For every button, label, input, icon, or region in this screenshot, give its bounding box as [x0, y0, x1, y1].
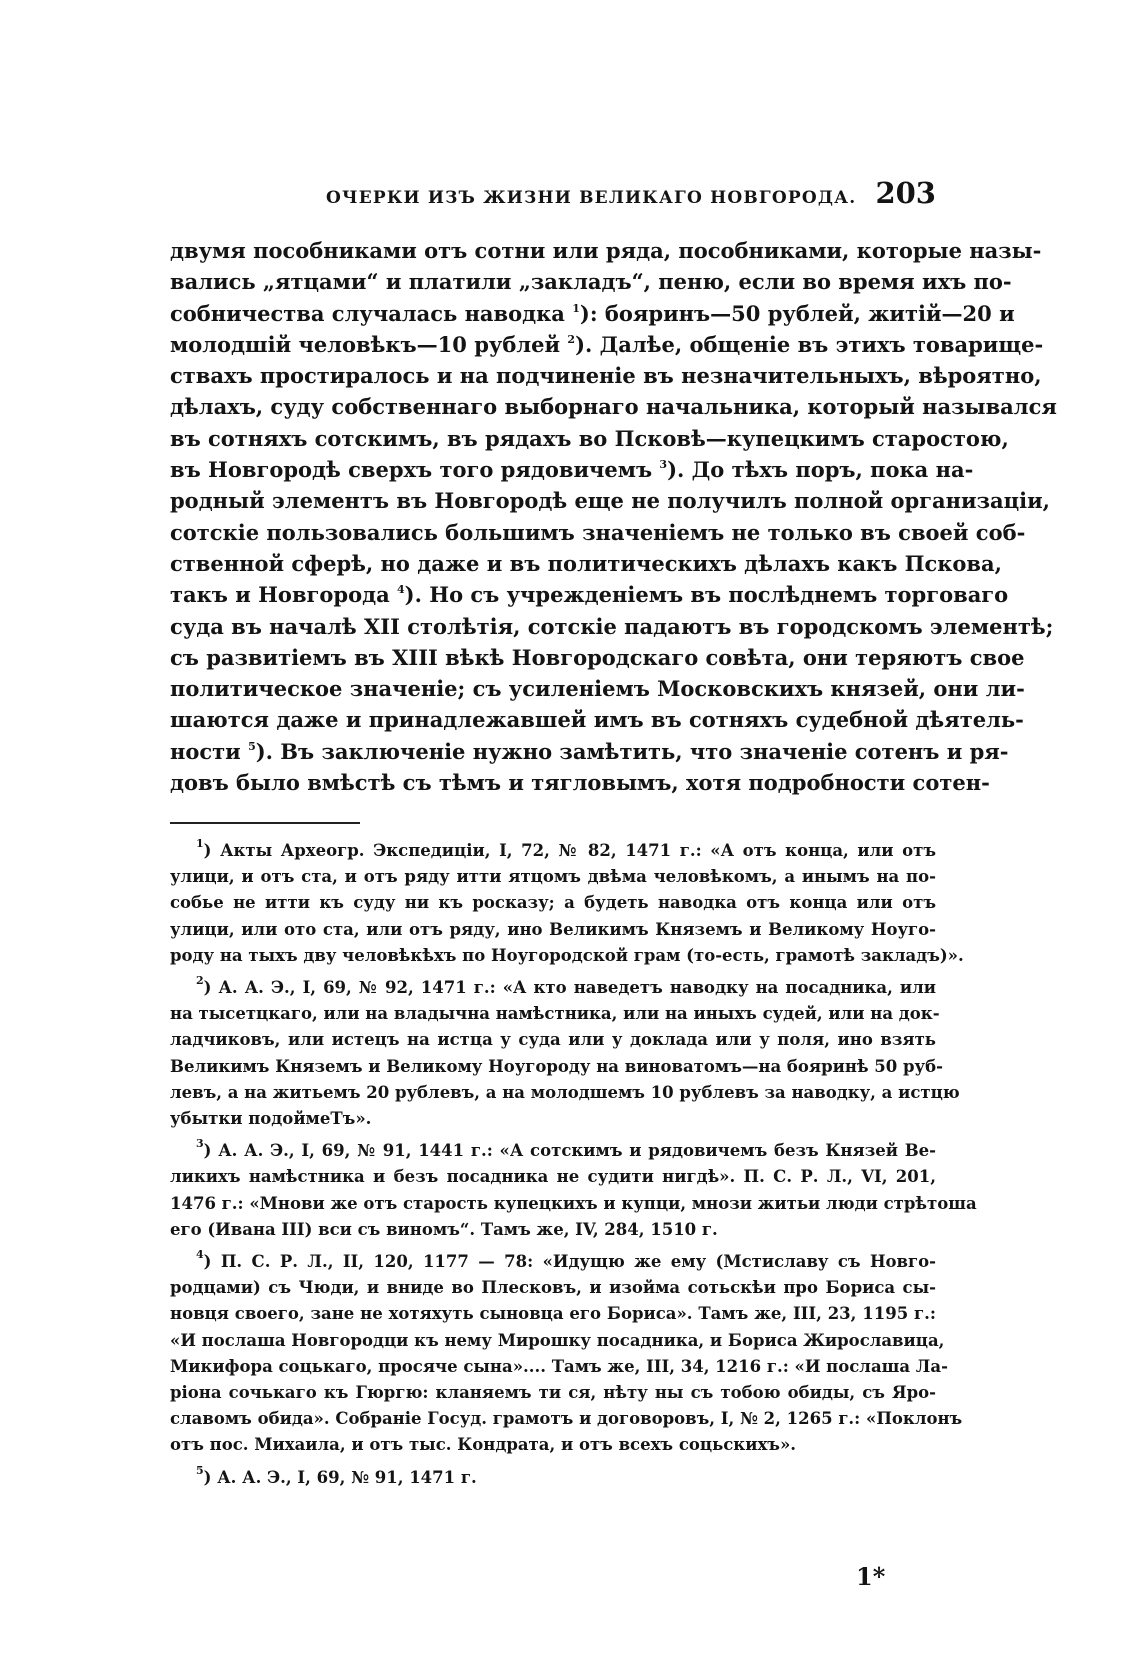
text-line: двумя пособниками отъ сотни или ряда, пособниками, которые назы-: [170, 238, 1042, 263]
footnote-mark: 3: [196, 1137, 204, 1151]
footnote-line: левъ, а на житьемъ 20 рублевъ, а на молодшемъ 10 рублевъ за наводку, а истцю: [170, 1082, 960, 1102]
footnote-line: $^4$) П. С. Р. Л., II, 120, 1177 — 78: «Идущю же ему (Мстиславу съ Новго-: [196, 1248, 936, 1272]
text-line: молодшій человѣкъ—10 рублей $^2$). Далѣе, общеніе въ этихъ товарище-: [170, 331, 1044, 357]
text-line: въ сотняхъ сотскимъ, въ рядахъ во Псковѣ—купецкимъ старостою,: [170, 425, 1009, 451]
footnote-ref[interactable]: 2: [567, 332, 576, 346]
footnote-line: роду на тыхъ дву человѣкѣхъ по Ноугородской грам (то-есть, грамотѣ закладъ)».: [170, 945, 964, 965]
text-line: шаются даже и принадлежавшей имъ въ сотняхъ судебной дѣятель-: [170, 707, 1024, 733]
text-line: довъ было вмѣстѣ съ тѣмъ и тягловымъ, хотя подробности сотен-: [170, 770, 990, 796]
footnote-line: $^5$) А. А. Э., I, 69, № 91, 1471 г.: [196, 1463, 477, 1487]
footnote-line: «И послаша Новгородци къ нему Мирошку посадника, и Бориса Жирославица,: [170, 1330, 945, 1350]
footnote-line: на тысетцкаго, или на владычна намѣстника, или на иныхъ судей, или на док-: [170, 1004, 940, 1024]
text-line: ствахъ простиралось и на подчиненіе въ незначительныхъ, вѣроятно,: [170, 363, 1042, 389]
footnote-line: ликихъ намѣстника и безъ посадника не судити нигдѣ». П. С. Р. Л., VI, 201,: [170, 1167, 936, 1187]
footnote-ref[interactable]: 4: [397, 583, 405, 597]
footnote-line: убытки подоймеТъ».: [170, 1109, 372, 1129]
footnote-2: [170, 974, 960, 1132]
text-line: дѣлахъ, суду собственнаго выборнаго начальника, который назывался: [170, 394, 1057, 420]
footnote-line: $^2$) А. А. Э., I, 69, № 92, 1471 г.: «А кто наведетъ наводку на посадника, или: [196, 974, 936, 998]
footnote-5: [170, 1465, 936, 1491]
footnote-mark: 2: [196, 974, 204, 988]
page-number: 203: [875, 176, 936, 210]
text-line: такъ и Новгорода $^4$). Но съ учрежденіемъ въ послѣднемъ торговаго: [170, 582, 1009, 608]
footnote-line: Великимъ Княземъ и Великому Ноугороду на виноватомъ—на бояринѣ 50 руб-: [170, 1056, 943, 1076]
footnote-line: 1476 г.: «Мнови же отъ старость купецкихъ и купци, мнози житьи люди стрѣтоша: [170, 1193, 977, 1213]
text-line: вались „ятцами“ и платили „закладъ“, пеню, если во время ихъ по-: [170, 269, 1012, 295]
footnote-3: [170, 1137, 977, 1243]
text-line: ственной сферѣ, но даже и въ политическихъ дѣлахъ какъ Пскова,: [170, 550, 1002, 576]
footnote-line: $^1$) Акты Археогр. Экспедиціи, I, 72, № 82, 1471 г.: «А отъ конца, или отъ: [196, 837, 936, 860]
footnote-line: ріона сочькаго къ Гюргю: кланяемъ ти ся, нѣту ны съ тобою обиды, съ Яро-: [170, 1383, 936, 1403]
footnote-mark: 4: [196, 1248, 204, 1262]
footnote-line: его (Ивана III) вси съ виномъ“. Тамъ же, IV, 284, 1510 г.: [170, 1219, 718, 1239]
footnote-mark: 5: [196, 1463, 204, 1477]
text-line: родный элементъ въ Новгородѣ еще не получилъ полной организаціи,: [170, 488, 1050, 514]
footnote-line: улици, и отъ ста, и отъ ряду итти ятцомъ двѣма человѣкомъ, а инымъ на по-: [170, 867, 936, 887]
footnote-ref[interactable]: 1: [572, 301, 580, 315]
footnote-line: ладчиковъ, или истецъ на истца у суда или у доклада или у поля, ино взять: [170, 1030, 936, 1050]
footnote-line: отъ пос. Михаила, и отъ тыс. Кондрата, и отъ всехъ соцьскихъ».: [170, 1435, 797, 1455]
text-line: въ Новгородѣ сверхъ того рядовичемъ $^3$). До тѣхъ поръ, пока на-: [170, 457, 974, 483]
running-title: ОЧЕРКИ ИЗЪ ЖИЗНИ ВЕЛИКАГО НОВГОРОДА.: [326, 188, 857, 208]
footnote-line: новця своего, зане не хотяхуть сыновца его Бориса». Тамъ же, III, 23, 1195 г.:: [170, 1304, 936, 1324]
footnote-line: Микифора соцькаго, просяче сына».... Тамъ же, III, 34, 1216 г.: «И послаша Ла-: [170, 1356, 948, 1376]
footnote-divider: [170, 822, 360, 824]
footnote-line: славомъ обида». Собраніе Госуд. грамотъ и договоровъ, I, № 2, 1265 г.: «Поклонъ: [170, 1409, 963, 1429]
footnote-1: [170, 837, 964, 969]
text-line: политическое значеніе; съ усиленіемъ Московскихъ князей, они ли-: [170, 676, 1025, 702]
footnote-line: $^3$) А. А. Э., I, 69, № 91, 1441 г.: «А сотскимъ и рядовичемъ безъ Князей Ве-: [196, 1137, 936, 1161]
footnote-line: собье не итти къ суду ни къ росказу; а будеть наводка отъ конца или отъ: [170, 893, 936, 913]
signature-mark: 1*: [856, 1562, 886, 1591]
footnotes: [170, 837, 977, 1497]
footnote-4: [170, 1248, 963, 1459]
text-line: сотскіе пользовались большимъ значеніемъ не только въ своей соб-: [170, 519, 1026, 545]
text-line: собничества случалась наводка $^1$): бояринъ—50 рублей, житій—20 и: [170, 300, 1015, 326]
footnote-line: улици, или ото ста, или отъ ряду, ино Великимъ Княземъ и Великому Ноуго-: [170, 919, 936, 939]
footnote-line: родцами) съ Чюди, и вниде во Плесковъ, и изойма сотьскѣи про Бориса сы-: [170, 1278, 936, 1298]
text-line: суда въ началѣ XII столѣтія, сотскіе падаютъ въ городскомъ элементѣ;: [170, 613, 1054, 639]
footnote-ref[interactable]: 5: [248, 739, 256, 753]
text-line: ности $^5$). Въ заключеніе нужно замѣтить, что значеніе сотенъ и ря-: [170, 738, 1009, 764]
footnote-ref[interactable]: 3: [659, 458, 668, 472]
page-header: [170, 176, 936, 216]
main-text: [170, 235, 1057, 798]
footnote-mark: 1: [196, 837, 204, 850]
text-line: съ развитіемъ въ XIII вѣкѣ Новгородскаго совѣта, они теряютъ свое: [170, 644, 1025, 670]
